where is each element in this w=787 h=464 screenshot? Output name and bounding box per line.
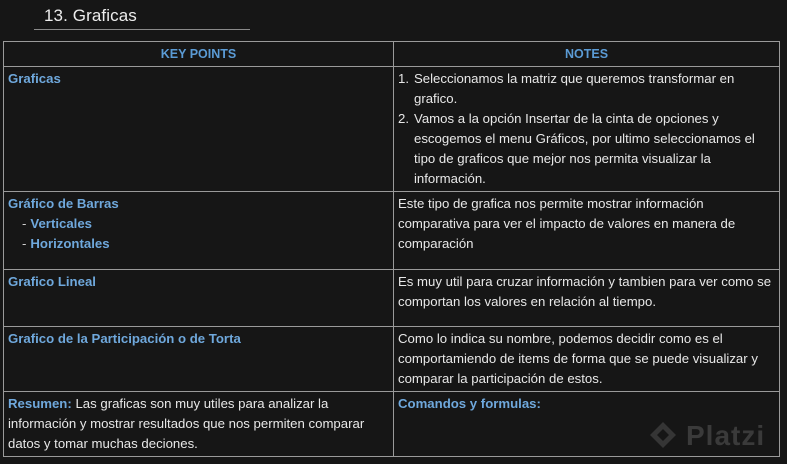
header-key-points: KEY POINTS: [4, 42, 394, 67]
list-item: 1. Seleccionamos la matriz que queremos transformar en grafico.: [398, 71, 735, 106]
notes-cell: Como lo indica su nombre, podemos decidir como es el comportamiendo de items de forma que se puede visualizar y comparar la participación de estos.: [394, 327, 780, 392]
table-row: [4, 192, 780, 270]
platzi-logo-icon: [648, 420, 678, 450]
key-point-cell: [4, 192, 394, 270]
key-point-label: Gráfico de Barras: [8, 196, 119, 211]
list-item: 2. Vamos a la opción Insertar de la cinta de opciones y escogemos el menu Gráficos, por ultimo seleccionamos el tipo de graficos que mejor nos permita visualizar la información.: [398, 111, 755, 186]
notes-cell: Es muy util para cruzar información y tambien para ver como se comportan los valores en relación al tiempo.: [394, 270, 780, 327]
title-underline: [34, 2, 250, 30]
watermark: [648, 418, 778, 458]
key-point-label: Graficas: [8, 71, 61, 86]
notes-cell: [394, 67, 780, 192]
notes-list: [398, 69, 775, 189]
cornell-notes-table: [3, 41, 780, 457]
key-point-label: Grafico Lineal: [8, 274, 96, 289]
key-point-cell: [4, 327, 394, 392]
table-row: [4, 270, 780, 327]
page-title: 13. Graficas: [44, 6, 137, 25]
notes-cell: Este tipo de grafica nos permite mostrar información comparativa para ver el impacto de valores en manera de comparación: [394, 192, 780, 270]
summary-cell: [4, 392, 394, 457]
table-row: [4, 327, 780, 392]
summary-label: Resumen:: [8, 396, 72, 411]
watermark-text: Platzi: [686, 420, 766, 451]
sub-point: - Horizontales: [22, 236, 110, 251]
key-point-label: Grafico de la Participación o de Torta: [8, 331, 241, 346]
key-point-cell: [4, 67, 394, 192]
summary-text: Las graficas son muy utiles para analizar la información y mostrar resultados que nos permiten comparar datos y tomar muchas deciones.: [8, 396, 365, 451]
header-notes: NOTES: [394, 42, 780, 67]
table-row: [4, 67, 780, 192]
table-header-row: [4, 42, 780, 67]
commands-label: Comandos y formulas:: [398, 396, 541, 411]
sub-point: - Verticales: [22, 216, 92, 231]
key-point-cell: [4, 270, 394, 327]
